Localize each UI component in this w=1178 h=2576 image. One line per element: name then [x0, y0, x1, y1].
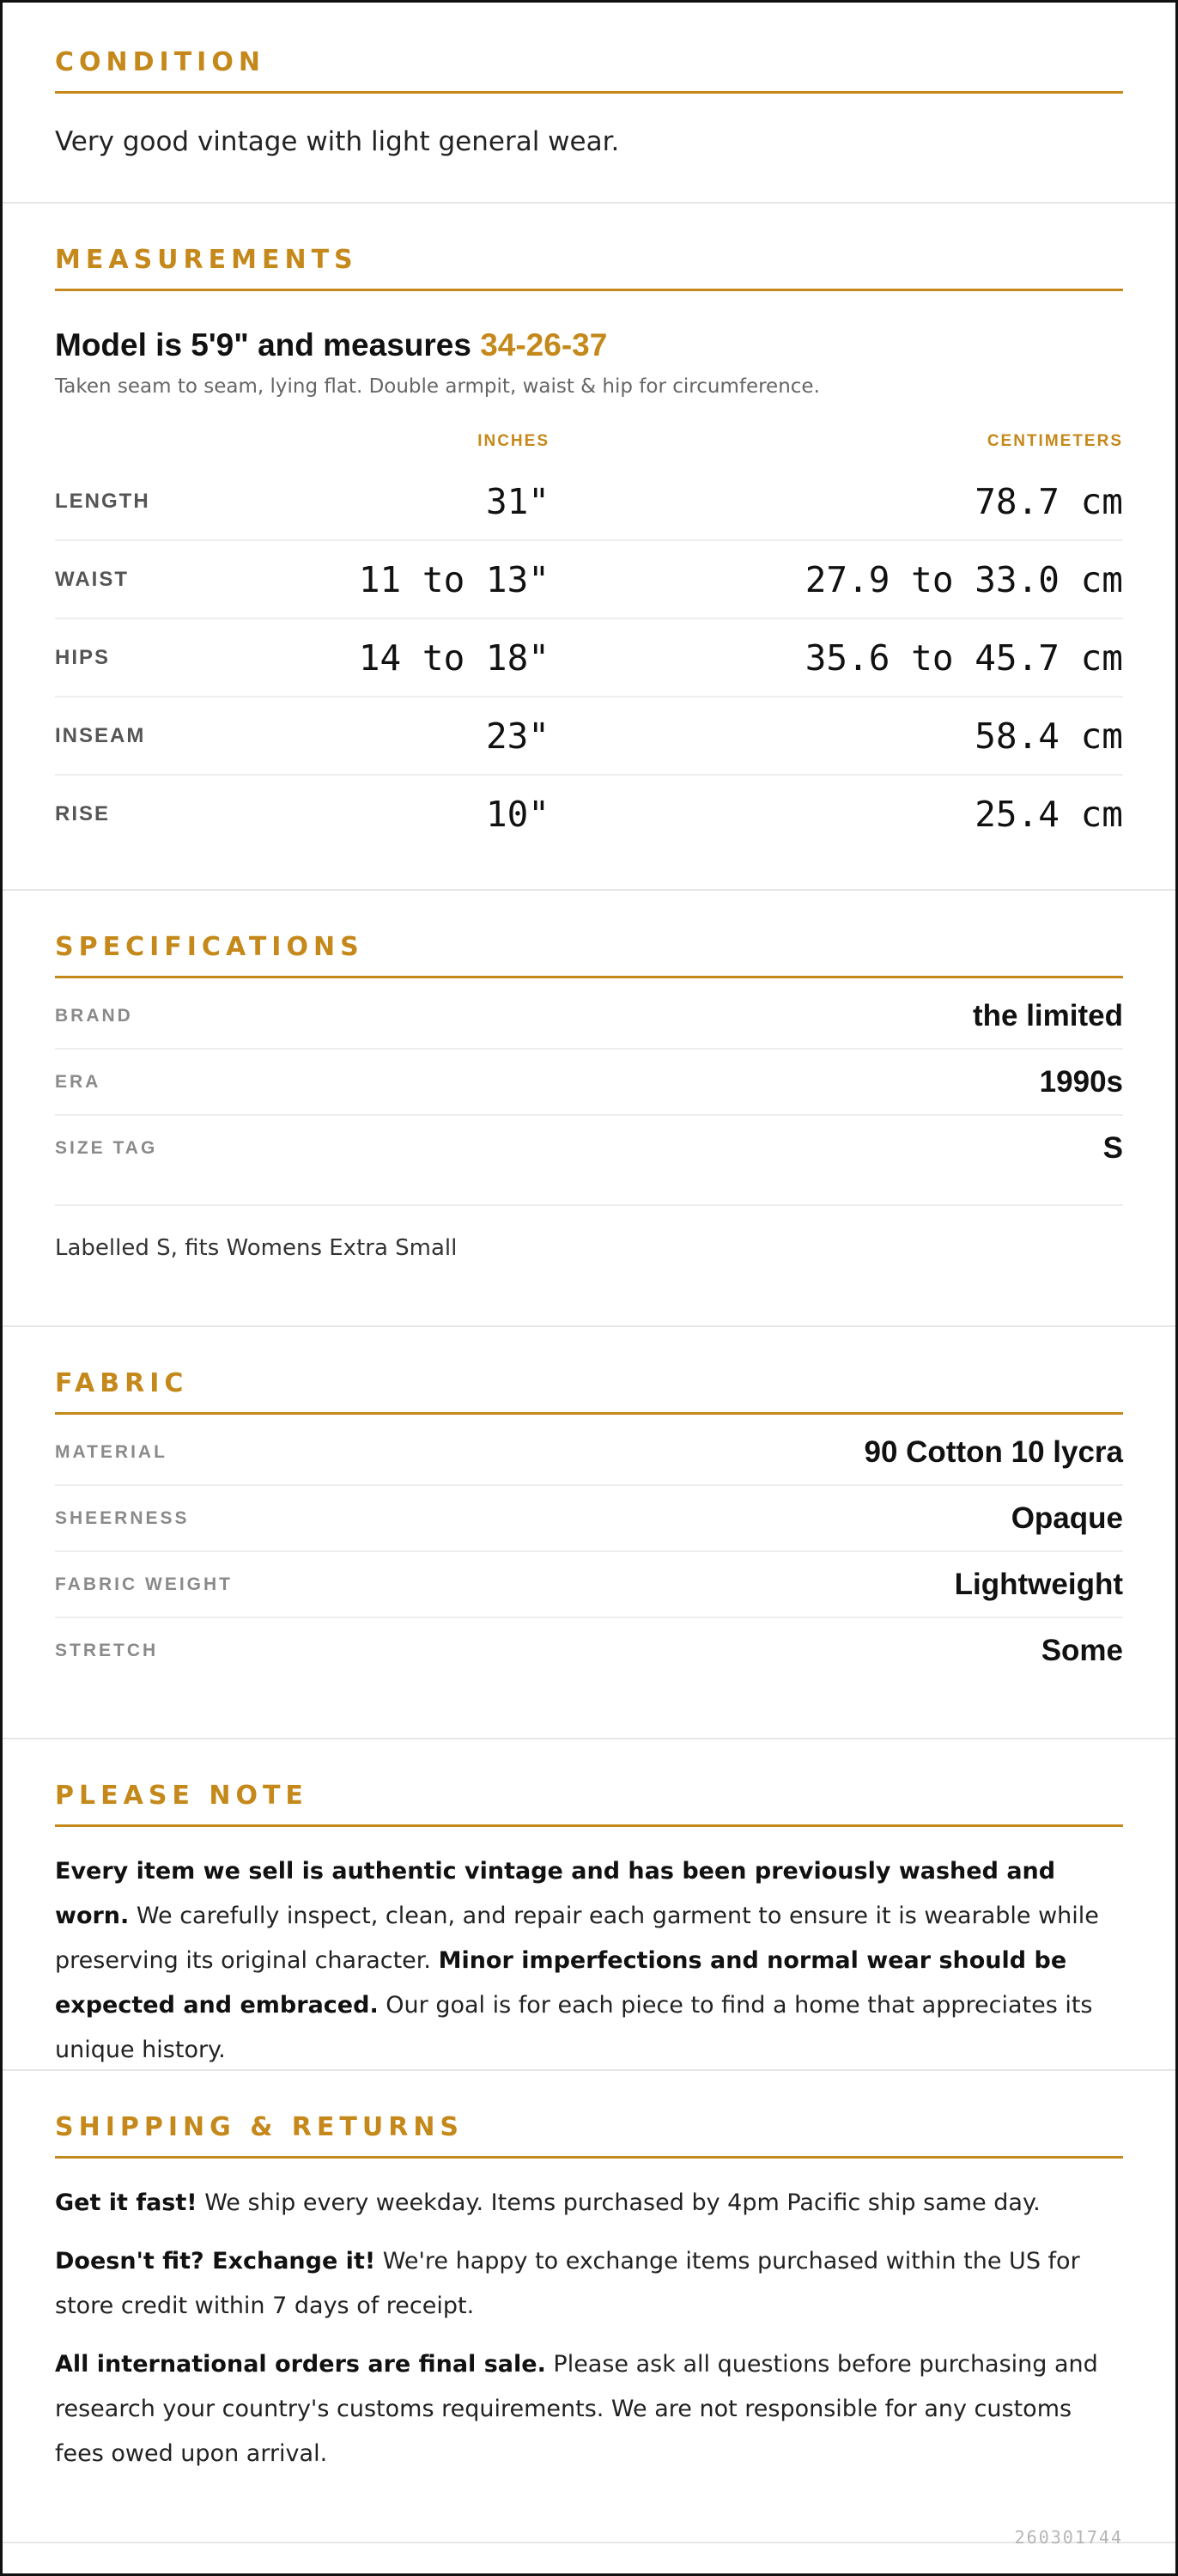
spec-label: ERA — [55, 1071, 101, 1092]
fabric-row-stretch — [55, 1618, 1123, 1683]
measurement-row — [55, 697, 1123, 776]
spec-label: BRAND — [55, 1005, 133, 1026]
spec-value: 1990s — [1039, 1064, 1123, 1099]
col-centimeters: CENTIMETERS — [987, 432, 1123, 450]
spec-row-size-tag — [55, 1116, 1123, 1180]
measurements-title: MEASUREMENTS — [55, 245, 1123, 291]
shipping-paragraph: Get it fast! We ship every weekday. Items purchased by 4pm Pacific ship same day. — [55, 2189, 1041, 2216]
fabric-label: SHEERNESS — [55, 1507, 190, 1528]
please-note-text — [55, 1849, 1123, 2073]
model-prefix: Model is 5'9" and measures — [55, 327, 481, 362]
fabric-title: FABRIC — [55, 1368, 1123, 1415]
measurement-inches: 11 to 13" — [358, 558, 550, 600]
model-info — [55, 327, 1123, 363]
measurement-method: Taken seam to seam, lying flat. Double armpit, waist & hip for circumference. — [55, 375, 820, 398]
fabric-label: FABRIC WEIGHT — [55, 1574, 233, 1594]
measurement-row — [55, 463, 1123, 541]
measurement-label: WAIST — [55, 567, 129, 591]
please-note-title: PLEASE NOTE — [55, 1781, 1123, 1827]
shipping-title: SHIPPING & RETURNS — [55, 2112, 1123, 2159]
size-note: Labelled S, fits Womens Extra Small — [55, 1204, 1123, 1261]
fabric-label: MATERIAL — [55, 1441, 167, 1462]
measurement-cm: 78.7 cm — [975, 480, 1123, 522]
measurement-inches: 31" — [485, 480, 550, 522]
measurement-label: LENGTH — [55, 489, 150, 513]
note-bold-1: Every item we sell is authentic vintage and has been previously washed and worn. — [55, 1858, 1056, 1929]
measurement-inches: 10" — [485, 793, 550, 835]
measurement-inches: 14 to 18" — [358, 636, 550, 679]
spec-value: S — [1102, 1130, 1123, 1165]
measurements-section — [3, 204, 1175, 891]
shipping-bold: Get it fast! — [55, 2189, 197, 2216]
measurement-row — [55, 776, 1123, 852]
fabric-value: Opaque — [1011, 1501, 1123, 1535]
condition-section — [3, 3, 1175, 204]
measurements-table — [55, 420, 1123, 852]
fabric-value: Lightweight — [954, 1567, 1123, 1601]
fabric-section — [3, 1327, 1175, 1739]
international-bold: All international orders are final sale. — [55, 2351, 546, 2378]
spec-value: the limited — [972, 998, 1123, 1032]
item-id: 260301744 — [1014, 2527, 1123, 2548]
specifications-section — [3, 891, 1175, 1327]
shipping-text — [55, 2181, 1123, 2476]
note-text-1: We carefully inspect, clean, and repair each garment to ensure it is wearable while preserving its original character. — [55, 1903, 1099, 1974]
condition-title: CONDITION — [55, 47, 1123, 94]
col-inches: INCHES — [477, 432, 550, 450]
measurement-row — [55, 541, 1123, 619]
fabric-value: Some — [1041, 1633, 1123, 1667]
spec-label: SIZE TAG — [55, 1137, 158, 1158]
specifications-list — [55, 984, 1123, 1180]
condition-text: Very good vintage with light general wear. — [55, 126, 620, 157]
measurements-header — [55, 420, 1123, 463]
measurement-cm: 25.4 cm — [975, 793, 1123, 835]
measurement-label: HIPS — [55, 645, 111, 669]
measurement-label: INSEAM — [55, 723, 146, 747]
model-measures: 34-26-37 — [480, 327, 608, 362]
please-note-section — [3, 1739, 1175, 2071]
spec-row-brand — [55, 984, 1123, 1050]
note-text-2: Our goal is for each piece to find a home that appreciates its unique history. — [55, 1992, 1093, 2063]
exchange-paragraph: Doesn't fit? Exchange it! We're happy to exchange items purchased within the US for store credit within 7 days of receipt. — [55, 2248, 1080, 2319]
fabric-label: STRETCH — [55, 1640, 159, 1660]
fabric-row-weight — [55, 1552, 1123, 1618]
shipping-section — [3, 2071, 1175, 2543]
note-bold-2: Minor imperfections and normal wear should be expected and embraced. — [55, 1947, 1067, 2019]
measurement-inches: 23" — [485, 715, 550, 757]
measurement-row — [55, 619, 1123, 697]
measurement-cm: 35.6 to 45.7 cm — [805, 636, 1123, 679]
fabric-row-sheerness — [55, 1486, 1123, 1552]
measurement-label: RISE — [55, 801, 111, 825]
fabric-list — [55, 1420, 1123, 1683]
international-paragraph: All international orders are final sale. Please ask all questions before purchasing and research your country's customs requirements. We are not responsible for any customs fees owed upon arrival. — [55, 2351, 1098, 2467]
specifications-title: SPECIFICATIONS — [55, 932, 1123, 978]
exchange-bold: Doesn't fit? Exchange it! — [55, 2248, 376, 2275]
fabric-row-material — [55, 1420, 1123, 1486]
spec-row-era — [55, 1050, 1123, 1116]
measurement-cm: 58.4 cm — [975, 715, 1123, 757]
fabric-value: 90 Cotton 10 lycra — [864, 1434, 1123, 1469]
measurement-cm: 27.9 to 33.0 cm — [805, 558, 1123, 600]
